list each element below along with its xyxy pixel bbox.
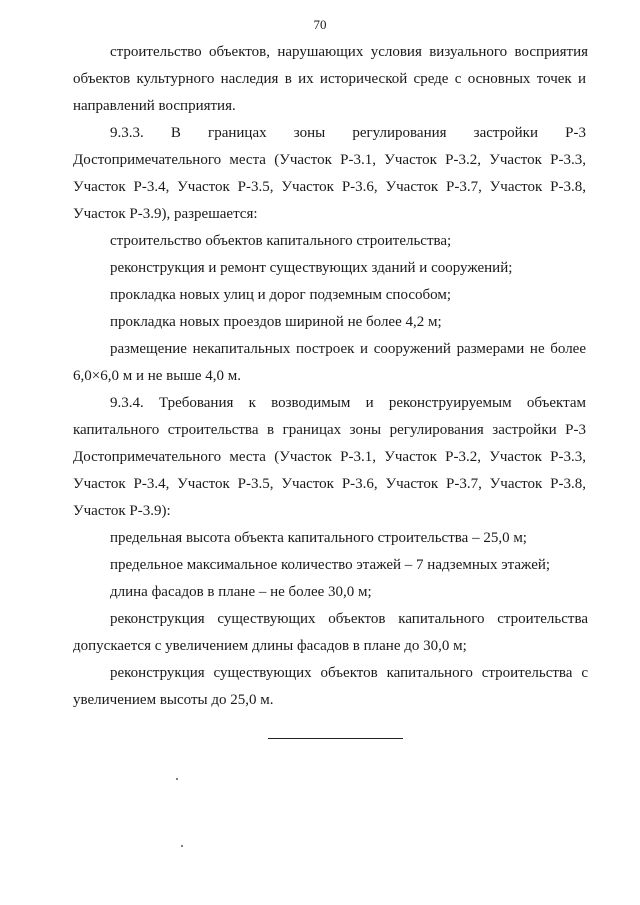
text-line: реконструкция и ремонт существующих зданий и сооружений;	[110, 260, 513, 276]
text-line: 9.3.4. Требования к возводимым и реконструируемым объектам	[110, 395, 586, 411]
text-line: 6,0×6,0 м и не выше 4,0 м.	[73, 368, 242, 384]
text-line: строительство объектов, нарушающих условия визуального восприятия	[110, 44, 588, 60]
text-line: предельная высота объекта капитального строительства – 25,0 м;	[110, 530, 527, 546]
scan-speck	[181, 845, 183, 847]
text-line: Участок Р-3.9), разрешается:	[73, 206, 258, 222]
text-line: реконструкция существующих объектов капитального строительства	[110, 611, 588, 627]
text-line: 9.3.3. В границах зоны регулирования застройки Р-3	[110, 125, 586, 141]
text-line: Достопримечательного места (Участок Р-3.1, Участок Р-3.2, Участок Р-3.3,	[73, 449, 586, 465]
text-line: Участок Р-3.9):	[73, 503, 171, 519]
text-line: Участок Р-3.4, Участок Р-3.5, Участок Р-3.6, Участок Р-3.7, Участок Р-3.8,	[73, 476, 586, 492]
text-line: капитального строительства в границах зоны регулирования застройки Р-3	[73, 422, 586, 438]
text-line: реконструкция существующих объектов капитального строительства с	[110, 665, 588, 681]
scan-speck	[176, 778, 178, 780]
text-line: увеличением высоты до 25,0 м.	[73, 692, 274, 708]
text-line: объектов культурного наследия в их исторической среде с основных точек и	[73, 71, 586, 87]
text-line: предельное максимальное количество этажей – 7 надземных этажей;	[110, 557, 551, 573]
separator-line	[268, 738, 403, 739]
text-line: направлений восприятия.	[73, 98, 236, 114]
page-number: 70	[313, 17, 327, 32]
text-line: допускается с увеличением длины фасадов в плане до 30,0 м;	[73, 638, 467, 654]
text-line: длина фасадов в плане – не более 30,0 м;	[110, 584, 372, 600]
text-line: Участок Р-3.4, Участок Р-3.5, Участок Р-3.6, Участок Р-3.7, Участок Р-3.8,	[73, 179, 586, 195]
text-line: размещение некапитальных построек и сооружений размерами не более	[110, 341, 586, 357]
text-line: прокладка новых улиц и дорог подземным способом;	[110, 287, 451, 303]
text-line: строительство объектов капитального строительства;	[110, 233, 452, 249]
text-line: Достопримечательного места (Участок Р-3.1, Участок Р-3.2, Участок Р-3.3,	[73, 152, 586, 168]
text-line: прокладка новых проездов шириной не более 4,2 м;	[110, 314, 442, 330]
